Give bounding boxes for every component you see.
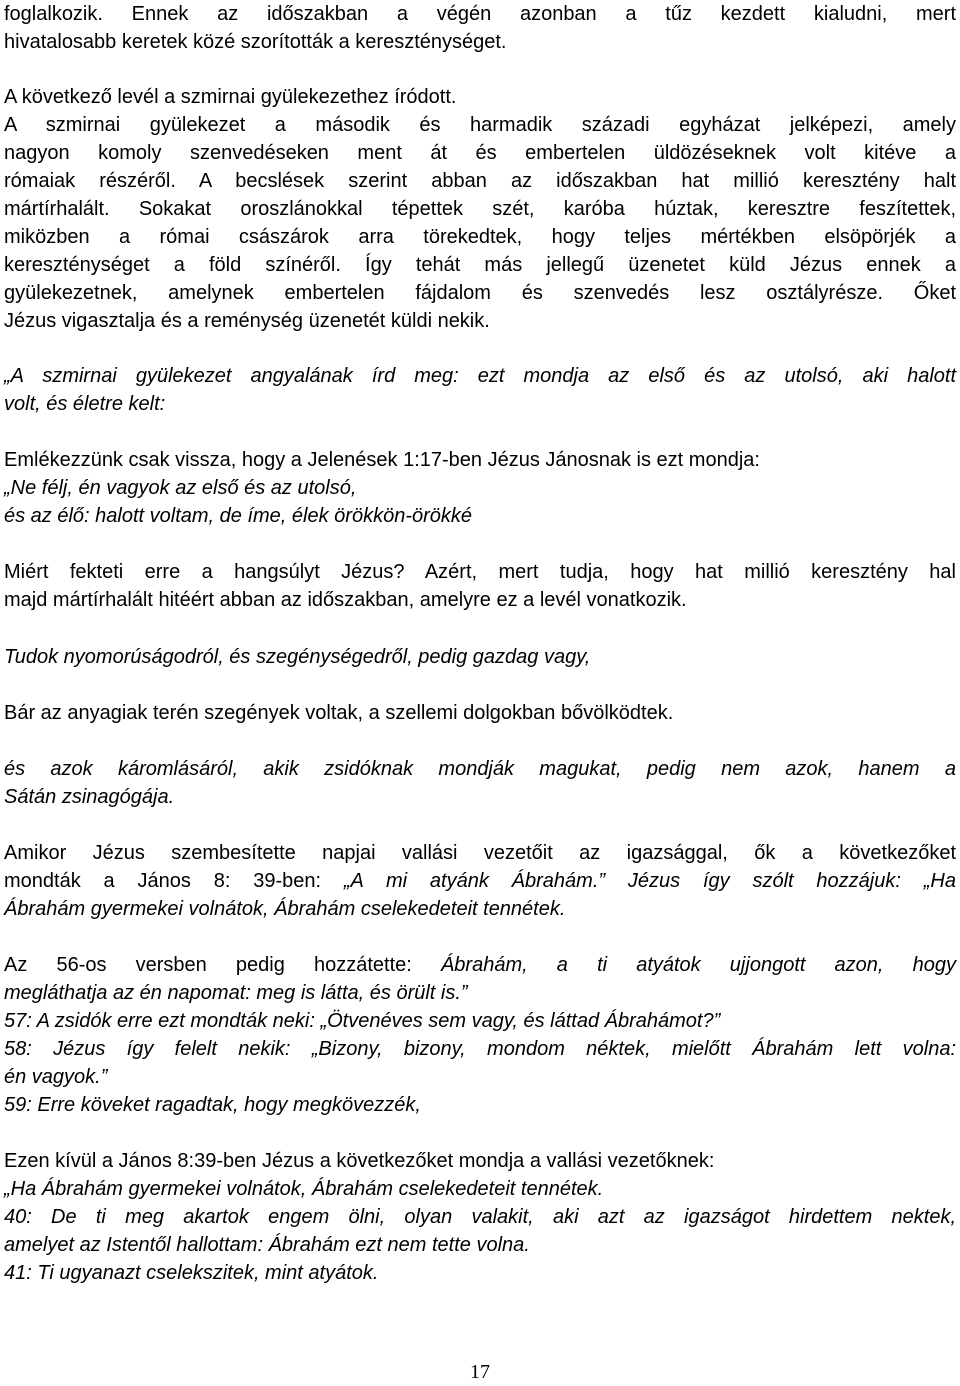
quote-line: én vagyok.” (4, 1066, 108, 1088)
quote-line: „Ha Ábrahám gyermekei volnátok, Ábrahám cselekedeteit tennétek. (4, 1178, 604, 1200)
quote-line: 40: De ti meg akartok engem ölni, olyan valakit, aki azt az igazságot hirdettem nektek, (4, 1206, 956, 1228)
text-segment: mondták a János 8: 39-ben: (4, 870, 344, 892)
paragraph-why-emphasis (4, 558, 956, 614)
text-line: és azok káromlásáról, akik zsidóknak mondják magukat, pedig nem azok, hanem a (4, 758, 956, 780)
paragraph-revelation-reference (4, 446, 956, 530)
text-line (4, 951, 956, 979)
quote-line: és az élő: halott voltam, de íme, élek örökkön-örökké (4, 505, 473, 527)
text-line: mártírhalált. Sokakat oroszlánokkal tépettek szét, karóba húztak, keresztre feszítettek, (4, 198, 956, 220)
text-line: Amikor Jézus szembesítette napjai vallási vezetőit az igazsággal, ők a következőket (4, 842, 956, 864)
text-line: hivatalosabb keretek közé szorították a kereszténységet. (4, 31, 507, 53)
text-line: Ezen kívül a János 8:39-ben Jézus a következőket mondja a vallási vezetőknek: (4, 1150, 715, 1172)
quote-synagogue (4, 755, 956, 811)
paragraph-spiritual-riches (4, 699, 956, 727)
quote-smyrna-angel (4, 362, 956, 418)
quote-line: amelyet az Istentől hallottam: Ábrahám ezt nem tette volna. (4, 1234, 530, 1256)
text-line: volt, és életre kelt: (4, 393, 166, 415)
text-line: Jézus vigasztalja és a reménység üzenetét küldi nekik. (4, 310, 490, 332)
text-line: miközben a római császárok arra törekedtek, hogy teljes mértékben elsöpörjék a (4, 226, 956, 248)
quote-line: 59: Erre köveket ragadtak, hogy megkövezzék, (4, 1094, 421, 1116)
text-line: A következő levél a szmirnai gyülekezethez íródott. (4, 86, 457, 108)
text-line: foglalkozik. Ennek az időszakban a végén azonban a tűz kezdett kialudni, mert (4, 3, 956, 25)
text-line: kereszténységet a föld színéről. Így tehát más jellegű üzenetet küld Jézus ennek a (4, 254, 956, 276)
text-line: Miért fekteti erre a hangsúlyt Jézus? Azért, mert tudja, hogy hat millió keresztény hal (4, 561, 956, 583)
paragraph-fire-fading (4, 0, 956, 56)
quote-poverty (4, 643, 956, 671)
text-line: Bár az anyagiak terén szegények voltak, a szellemi dolgokban bővölködtek. (4, 702, 674, 724)
text-line: rómaiak részéről. A becslések szerint abban az időszakban hat millió keresztény halt (4, 170, 956, 192)
quote-line: Ábrahám gyermekei volnátok, Ábrahám cselekedeteit tennétek. (4, 898, 566, 920)
quote-segment: „A mi atyánk Ábrahám.” Jézus így szólt hozzájuk: „Ha (343, 870, 956, 892)
paragraph-abraham (4, 839, 956, 923)
text-line: Emlékezzünk csak vissza, hogy a Jelenések 1:17-ben Jézus Jánosnak is ezt mondja: (4, 449, 760, 471)
text-line (4, 867, 956, 895)
text-line: „A szmirnai gyülekezet angyalának írd meg: ezt mondja az első és az utolsó, aki halott (4, 365, 956, 387)
quote-segment: Ábrahám, a ti atyátok ujjongott azon, hogy (440, 954, 956, 976)
text-line: Sátán zsinagógája. (4, 786, 175, 808)
text-line: Tudok nyomorúságodról, és szegénységedről, pedig gazdag vagy, (4, 646, 591, 668)
paragraph-john-8-39 (4, 1147, 956, 1287)
text-line: A szmirnai gyülekezet a második és harmadik századi egyházat jelképezi, amely (4, 114, 956, 136)
quote-line: 41: Ti ugyanazt cselekszitek, mint atyátok. (4, 1262, 379, 1284)
paragraph-verse-56 (4, 951, 956, 1119)
quote-line: „Ne félj, én vagyok az első és az utolsó, (4, 477, 357, 499)
text-segment: Az 56-os versben pedig hozzátette: (4, 954, 441, 976)
quote-line: 57: A zsidók erre ezt mondták neki: „Ötvenéves sem vagy, és láttad Ábrahámot?” (4, 1010, 721, 1032)
text-line: nagyon komoly szenvedéseken ment át és embertelen üldözéseknek volt kitéve a (4, 142, 956, 164)
quote-line: megláthatja az én napomat: meg is látta, és örült is.” (4, 982, 468, 1004)
text-line: majd mártírhalált hitéért abban az időszakban, amelyre ez a levél vonatkozik. (4, 589, 687, 611)
text-line: gyülekezetnek, amelynek embertelen fájdalom és szenvedés lesz osztályrésze. Őket (4, 282, 956, 304)
paragraph-smyrna-intro (4, 83, 956, 335)
page-number: 17 (470, 1361, 490, 1383)
quote-line: 58: Jézus így felelt nekik: „Bizony, bizony, mondom néktek, mielőtt Ábrahám lett volna: (4, 1038, 956, 1060)
